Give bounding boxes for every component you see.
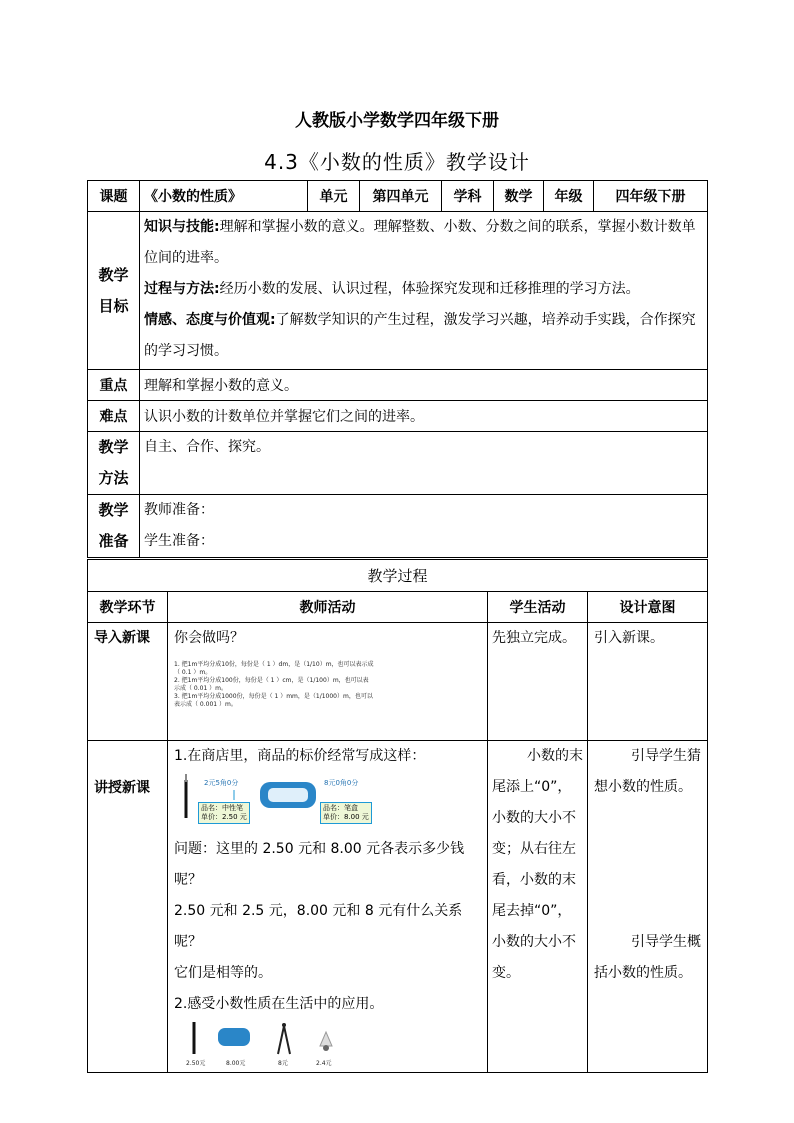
process-table — [87, 559, 708, 1073]
pen-box-icon — [218, 1028, 250, 1046]
goal-process-text: 经历小数的发展、认识过程，体验探究发现和迁移推理的学习方法。 — [219, 281, 640, 297]
intro-ex1: 1. 把1m平均分成10份，每份是（ 1 ）dm，是（1/10）m，也可以表示成（ 0.1 ）m。 — [174, 661, 374, 676]
goal-knowledge — [144, 212, 703, 274]
price-label-2: 8元0角0分 — [324, 779, 359, 787]
col-stage: 教学环节 — [88, 592, 168, 623]
prep-label-2: 准备 — [98, 532, 129, 550]
intro-stage: 导入新课 — [88, 623, 168, 741]
items-image — [174, 1020, 474, 1060]
student-line: 变。 — [492, 965, 520, 981]
topic-value: 《小数的性质》 — [140, 181, 308, 212]
doc-subtitle: 4.3《小数的性质》教学设计 — [264, 150, 530, 174]
difficult-text: 认识小数的计数单位并掌握它们之间的进率。 — [140, 401, 708, 432]
goal-emotion-title: 情感、态度与价值观: — [144, 312, 276, 328]
price-tag-1-price: 单价：2.50 元 — [201, 813, 247, 821]
difficult-label: 难点 — [88, 401, 140, 432]
col-intent: 设计意图 — [588, 592, 708, 623]
goal-process-title: 过程与方法: — [144, 281, 220, 297]
price-tag-2 — [320, 802, 372, 824]
goals-content — [140, 212, 708, 370]
teach-p2: 2.感受小数性质在生活中的应用。 — [174, 996, 384, 1012]
price-tag-2-name: 品名：笔盒 — [323, 804, 358, 812]
student-line: 尾去掉“0”， — [492, 903, 572, 919]
prep-label — [88, 495, 140, 558]
price-tag-2-price: 单价：8.00 元 — [323, 813, 369, 821]
intent-line: 想小数的性质。 — [594, 779, 692, 795]
applications-image — [174, 1020, 481, 1072]
grade-label: 年级 — [544, 181, 594, 212]
intro-exercise-image — [174, 661, 374, 709]
grade-value: 四年级下册 — [594, 181, 708, 212]
teach-q1: 问题：这里的 2.50 元和 8.00 元各表示多少钱呢？ — [174, 841, 465, 888]
doc-title: 人教版小学数学四年级下册 — [295, 111, 499, 131]
teach-q3: 它们是相等的。 — [174, 965, 272, 981]
compass-icon — [278, 1026, 290, 1054]
student-line: 看，小数的末 — [492, 872, 576, 888]
teach-student — [488, 741, 588, 1073]
student-line: 小数的大小不 — [492, 934, 576, 950]
prep-teacher: 教师准备： — [144, 502, 214, 518]
topic-label: 课题 — [88, 181, 140, 212]
goal-emotion — [144, 305, 703, 367]
col-teacher: 教师活动 — [168, 592, 488, 623]
item-price-4: 2.4元 — [316, 1060, 332, 1067]
intent-line: 引导学生概 — [631, 934, 702, 950]
prep-content — [140, 495, 708, 558]
student-line: 尾添上“0”， — [492, 779, 572, 795]
teach-intent — [588, 741, 708, 1073]
intro-question: 你会做吗？ — [174, 630, 244, 646]
method-label-2: 方法 — [98, 469, 129, 487]
price-label-1: 2元5角0分 — [204, 779, 239, 787]
prep-student: 学生准备： — [144, 533, 214, 549]
process-title: 教学过程 — [88, 560, 708, 592]
intro-teacher — [168, 623, 488, 741]
unit-label: 单元 — [308, 181, 360, 212]
goal-emotion-text: 了解数学知识的产生过程，激发学习兴趣，培养动手实践，合作探究的学习习惯。 — [144, 312, 696, 359]
price-tag-1-name: 品名：中性笔 — [201, 804, 243, 812]
subject-label: 学科 — [442, 181, 494, 212]
goals-label — [88, 212, 140, 370]
item-price-2: 8.00元 — [226, 1060, 246, 1067]
price-tag-1 — [198, 802, 250, 824]
student-line: 变；从右往左 — [492, 841, 576, 857]
teach-stage: 讲授新课 — [88, 741, 168, 1073]
shuttlecock-icon — [320, 1032, 332, 1046]
price-tags-image — [174, 772, 481, 834]
intent-line: 括小数的性质。 — [594, 965, 692, 981]
teach-q2: 2.50 元和 2.5 元，8.00 元和 8 元有什么关系呢？ — [174, 903, 463, 950]
goals-label-1: 教学 — [98, 265, 129, 284]
col-student: 学生活动 — [488, 592, 588, 623]
goal-knowledge-title: 知识与技能: — [144, 219, 220, 235]
unit-value: 第四单元 — [360, 181, 442, 212]
student-line: 小数的大小不 — [492, 810, 576, 826]
method-text: 自主、合作、探究。 — [140, 432, 708, 495]
intro-ex3: 3. 把1m平均分成1000份，每份是（ 1 ）mm，是（1/1000）m，也可以表示成（ 0.001 ）m。 — [174, 693, 373, 708]
method-label — [88, 432, 140, 495]
goals-label-2: 目标 — [98, 296, 129, 315]
item-price-1: 2.50元 — [186, 1060, 206, 1067]
intro-student: 先独立完成。 — [488, 623, 588, 741]
key-text: 理解和掌握小数的意义。 — [140, 370, 708, 401]
goal-knowledge-text: 理解和掌握小数的意义。理解整数、小数、分数之间的联系，掌握小数计数单位间的进率。 — [144, 219, 696, 266]
student-line: 小数的末 — [527, 748, 583, 764]
key-label: 重点 — [88, 370, 140, 401]
goal-process — [144, 274, 703, 305]
intent-line: 引导学生猜 — [631, 748, 702, 764]
teach-teacher — [168, 741, 488, 1073]
subject-value: 数学 — [494, 181, 544, 212]
teach-p1: 1.在商店里，商品的标价经常写成这样： — [174, 748, 426, 764]
method-label-1: 教学 — [98, 438, 129, 456]
info-table — [87, 180, 708, 558]
intro-ex2: 2. 把1m平均分成100份，每份是（ 1 ）cm，是（1/100）m，也可以表示成（ 0.01 ）m。 — [174, 677, 369, 692]
intro-intent: 引入新课。 — [588, 623, 708, 741]
prep-label-1: 教学 — [98, 501, 129, 519]
item-price-3: 8元 — [278, 1060, 288, 1067]
